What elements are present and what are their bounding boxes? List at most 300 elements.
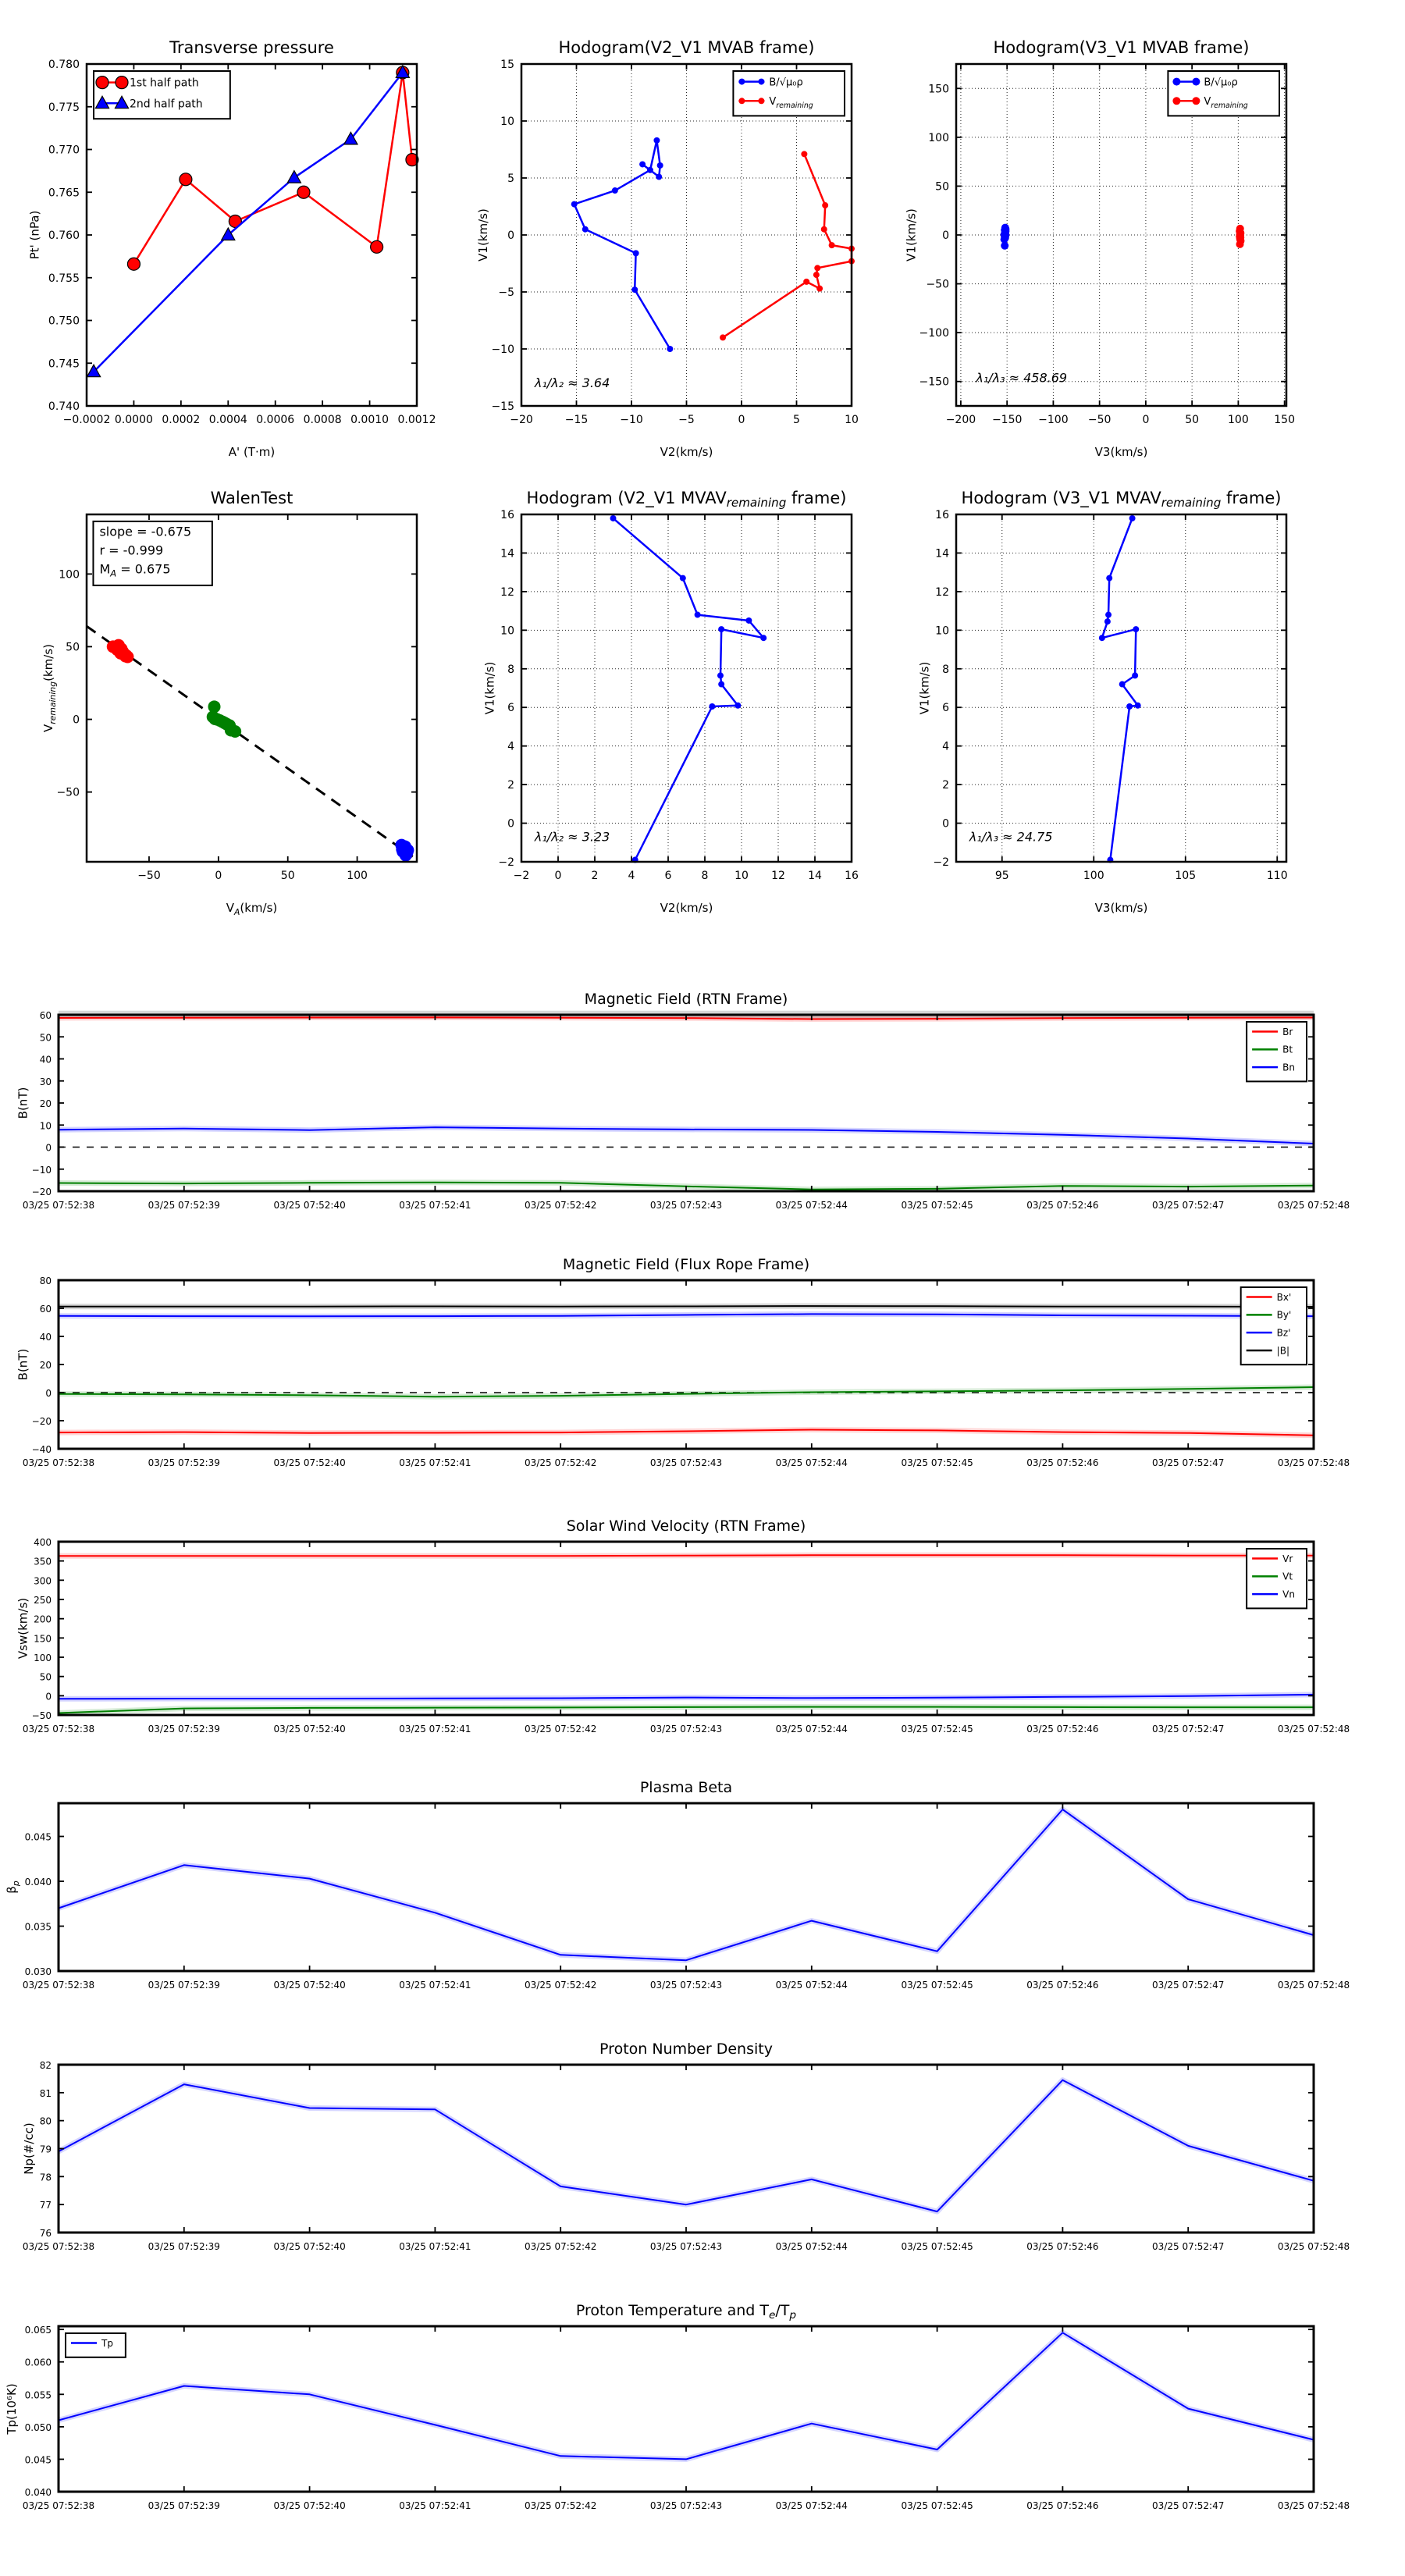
transverse-pressure-yticklabel: 0.755 [48,272,80,285]
plasma-beta-xticklabel: 03/25 07:52:44 [775,1980,848,1991]
plasma-beta-yticklabel: 0.045 [24,1831,52,1843]
hodogram-v2v1-mvab-series-v-remaining- [720,151,855,340]
hodogram-v3v1-mvab-xticklabel: −200 [945,414,976,426]
walen-test-yticklabel: −50 [56,786,80,799]
hodogram-v3v1-mvab-xticklabel: 150 [1274,414,1295,426]
proton-temperature-xticklabel: 03/25 07:52:46 [1026,2500,1099,2511]
plasma-beta-title: Plasma Beta [639,1779,733,1796]
mag-field-rtn-xticklabel: 03/25 07:52:38 [22,1200,95,1211]
mag-field-flux-rope-series-bx- [59,1430,1314,1436]
transverse-pressure-yticklabel: 0.780 [48,59,80,71]
solar-wind-velocity-legend-label: Vn [1282,1589,1295,1600]
hodogram-v2v1-mvab-xticklabel: −10 [620,414,643,426]
mag-field-flux-rope-legend-label: Bz' [1276,1327,1291,1339]
solar-wind-velocity-xticklabel: 03/25 07:52:42 [525,1724,597,1735]
solar-wind-velocity-yticklabel: 100 [34,1653,52,1663]
hodogram-v3v1-mvav-xlabel: V3(km/s) [1094,901,1148,915]
transverse-pressure-xticklabel: −0.0002 [62,414,111,426]
hodogram-v2v1-mvab-series-b- [571,137,674,352]
chart-transverse-pressure [28,38,436,459]
solar-wind-velocity-xticklabel: 03/25 07:52:45 [901,1724,973,1735]
solar-wind-velocity-yticklabel: 150 [34,1633,52,1645]
mag-field-flux-rope-title: Magnetic Field (Flux Rope Frame) [562,1256,810,1273]
hodogram-v2v1-mvav-yticklabel: −2 [498,856,514,869]
mag-field-flux-rope-xticklabel: 03/25 07:52:40 [273,1457,346,1468]
mag-field-flux-rope-xticklabel: 03/25 07:52:41 [399,1457,471,1468]
proton-number-density-xticklabel: 03/25 07:52:38 [22,2241,95,2252]
mag-field-flux-rope-xticklabel: 03/25 07:52:42 [525,1457,597,1468]
mag-field-flux-rope-ylabel: B(nT) [16,1348,30,1381]
hodogram-v3v1-mvab-yticklabel: −50 [926,278,949,291]
hodogram-v2v1-mvab-xticklabel: 0 [738,414,745,426]
solar-wind-velocity-ylabel: Vsw(km/s) [16,1597,30,1660]
chart-proton-number-density [22,2041,1350,2252]
hodogram-v2v1-mvav-yticklabel: 2 [507,779,514,792]
solar-wind-velocity-xticklabel: 03/25 07:52:43 [649,1724,723,1735]
hodogram-v3v1-mvab-series-b- [1001,224,1010,250]
transverse-pressure-legend-label: 2nd half path [130,98,203,111]
hodogram-v3v1-mvav-ticks [956,514,1286,862]
mag-field-rtn-yticklabel: 0 [45,1142,52,1154]
hodogram-v2v1-mvab-xticklabel: 10 [845,414,859,426]
transverse-pressure-xlabel: A' (T·m) [228,445,276,459]
proton-number-density-xticklabel: 03/25 07:52:39 [148,2241,220,2252]
mag-field-flux-rope-yticklabel: 40 [39,1332,52,1343]
proton-temperature-ticks [59,2326,1314,2492]
plasma-beta-xticklabel: 03/25 07:52:46 [1026,1980,1099,1991]
mag-field-flux-rope-xticklabel: 03/25 07:52:44 [775,1457,848,1468]
transverse-pressure-xticklabel: 0.0008 [303,414,342,426]
transverse-pressure-yticklabel: 0.760 [48,229,80,242]
hodogram-v3v1-mvav-title: Hodogram (V3_V1 MVAVremaining frame) [961,489,1282,510]
plasma-beta-ticks [59,1803,1314,1971]
solar-wind-velocity-yticklabel: 350 [34,1556,52,1567]
hodogram-v3v1-mvab-xticklabel: 0 [1142,414,1150,426]
proton-temperature-xticklabel: 03/25 07:52:42 [525,2500,597,2511]
solar-wind-velocity-xticklabel: 03/25 07:52:38 [22,1724,95,1735]
proton-number-density-yticklabel: 81 [39,2087,52,2099]
transverse-pressure-xticklabel: 0.0012 [397,414,436,426]
mag-field-rtn-series-bn [59,1127,1314,1144]
proton-number-density-xticklabel: 03/25 07:52:43 [649,2241,723,2252]
solar-wind-velocity-xticklabel: 03/25 07:52:41 [399,1724,471,1735]
solar-wind-velocity-xticklabel: 03/25 07:52:48 [1277,1724,1350,1735]
transverse-pressure-yticklabel: 0.770 [48,144,80,157]
chart-walen-test [41,489,417,917]
transverse-pressure-ylabel: Pt' (nPa) [27,210,42,260]
hodogram-v2v1-mvab-xticklabel: 5 [793,414,800,426]
solar-wind-velocity-xticklabel: 03/25 07:52:44 [775,1724,848,1735]
transverse-pressure-xticklabel: 0.0010 [350,414,389,426]
hodogram-v3v1-mvab-yticklabel: 50 [935,180,949,194]
hodogram-v3v1-mvav-yticklabel: 0 [942,817,949,831]
transverse-pressure-title: Transverse pressure [169,38,334,57]
hodogram-v3v1-mvab-yticklabel: −150 [919,375,949,389]
solar-wind-velocity-yticklabel: 400 [34,1537,52,1548]
proton-temperature-xticklabel: 03/25 07:52:47 [1152,2500,1225,2511]
proton-temperature-xticklabel: 03/25 07:52:48 [1277,2500,1350,2511]
transverse-pressure-xticklabel: 0.0004 [208,414,247,426]
proton-temperature-yticklabel: 0.050 [24,2421,52,2433]
mag-field-flux-rope-legend [1241,1287,1307,1364]
solar-wind-velocity-yticklabel: 50 [39,1671,52,1683]
hodogram-v3v1-mvav-yticklabel: 14 [935,547,949,560]
mag-field-flux-rope-xticklabel: 03/25 07:52:38 [22,1457,95,1468]
mag-field-rtn-xticklabel: 03/25 07:52:42 [525,1200,597,1211]
mag-field-rtn-axes-frame [59,1015,1314,1191]
proton-temperature-xticklabel: 03/25 07:52:38 [22,2500,95,2511]
transverse-pressure-xticklabel: 0.0006 [256,414,295,426]
mag-field-rtn-yticklabel: 10 [39,1120,52,1132]
hodogram-v3v1-mvav-ylabel: V1(km/s) [917,661,932,715]
mag-field-rtn-yticklabel: 50 [39,1032,52,1044]
proton-number-density-xticklabel: 03/25 07:52:44 [775,2241,848,2252]
transverse-pressure-xticklabel: 0.0000 [114,414,153,426]
hodogram-v2v1-mvab-yticklabel: 15 [500,59,514,71]
mag-field-flux-rope-series-by- [59,1387,1314,1397]
hodogram-v3v1-mvav-yticklabel: 12 [935,585,949,599]
solar-wind-velocity-series-vn [59,1695,1314,1699]
walen-test-ylabel: $V_{remaining}(km/s)$ [41,644,58,732]
hodogram-v3v1-mvav-yticklabel: 10 [935,624,949,638]
mag-field-flux-rope-xticklabel: 03/25 07:52:48 [1277,1457,1350,1468]
transverse-pressure-yticklabel: 0.745 [48,358,80,371]
hodogram-v3v1-mvab-yticklabel: −100 [919,327,949,340]
hodogram-v3v1-mvab-legend-label: $V_{remaining}$ [1204,95,1248,110]
plasma-beta-xticklabel: 03/25 07:52:42 [525,1980,597,1991]
hodogram-v2v1-mvav-xticklabel: 10 [735,870,749,882]
hodogram-v2v1-mvav-xticklabel: 2 [591,870,599,882]
hodogram-v3v1-mvab-xticklabel: −150 [991,414,1023,426]
walen-test-series-last-interval [395,839,414,862]
proton-temperature-xticklabel: 03/25 07:52:40 [273,2500,346,2511]
hodogram-v3v1-mvav-xticklabel: 105 [1175,870,1197,882]
solar-wind-velocity-yticklabel: 0 [45,1691,52,1703]
hodogram-v3v1-mvav-axes-frame [956,514,1286,862]
walen-test-yticklabel: 100 [59,568,80,582]
proton-temperature-title: Proton Temperature and $T_e/T_p$ [575,2302,797,2322]
walen-test-xticklabel: 50 [280,870,295,882]
proton-temperature-xticklabel: 03/25 07:52:45 [901,2500,973,2511]
hodogram-v2v1-mvav-xticklabel: 0 [554,870,562,882]
walen-test-yticklabel: 50 [66,641,80,654]
solar-wind-velocity-series-vr [59,1555,1314,1556]
plasma-beta-axes-frame [59,1803,1314,1971]
hodogram-v2v1-mvab-title: Hodogram(V2_V1 MVAB frame) [558,38,815,57]
walen-test-stats-line: $M_A = 0.675$ [99,561,171,579]
walen-test-stats-line: slope = -0.675 [99,524,192,539]
chart-proton-temperature [5,2302,1350,2511]
mag-field-rtn-xticklabel: 03/25 07:52:40 [273,1200,346,1211]
walen-test-xticklabel: 100 [347,870,368,882]
hodogram-v2v1-mvab-yticklabel: −15 [491,400,514,413]
proton-temperature-axes-frame [59,2326,1314,2492]
chart-plasma-beta [5,1779,1350,1991]
hodogram-v3v1-mvav-yticklabel: 8 [942,663,949,676]
hodogram-v2v1-mvab-ylabel: V1(km/s) [475,208,490,262]
hodogram-v2v1-mvab-xticklabel: −20 [510,414,533,426]
hodogram-v2v1-mvab-xticklabel: −5 [678,414,695,426]
hodogram-v2v1-mvav-grid [521,514,852,862]
chart-hodogram-v3v1-mvab [904,38,1295,459]
mag-field-rtn-ticks [59,1015,1314,1191]
proton-temperature-yticklabel: 0.060 [24,2357,52,2368]
solar-wind-velocity-yticklabel: 250 [34,1595,52,1606]
hodogram-v2v1-mvav-yticklabel: 10 [500,624,514,638]
proton-number-density-yticklabel: 78 [39,2172,52,2183]
mag-field-rtn-yticklabel: 40 [39,1054,52,1066]
hodogram-v2v1-mvav-xticklabel: 16 [845,870,859,882]
proton-temperature-yticklabel: 0.040 [24,2487,52,2498]
hodogram-v2v1-mvab-xlabel: V2(km/s) [660,445,713,459]
hodogram-v3v1-mvab-legend [1168,71,1279,116]
hodogram-v2v1-mvav-annotation: λ₁/λ₂ ≈ 3.23 [534,829,610,845]
hodogram-v3v1-mvav-grid [956,514,1286,862]
hodogram-v2v1-mvav-xticklabel: 14 [808,870,822,882]
mag-field-rtn-title: Magnetic Field (RTN Frame) [584,991,788,1008]
walen-test-xticklabel: 0 [215,870,222,882]
hodogram-v2v1-mvav-yticklabel: 12 [500,585,514,599]
hodogram-v3v1-mvav-yticklabel: 2 [942,779,949,792]
mag-field-rtn-legend [1247,1022,1307,1081]
proton-temperature-xticklabel: 03/25 07:52:43 [649,2500,723,2511]
proton-temperature-yticklabel: 0.065 [24,2325,52,2336]
hodogram-v2v1-mvav-yticklabel: 8 [507,663,514,676]
hodogram-v2v1-mvab-yticklabel: 0 [507,229,514,242]
walen-test-yticklabel: 0 [73,713,80,727]
hodogram-v3v1-mvab-xticklabel: −100 [1038,414,1069,426]
hodogram-v2v1-mvav-axes-frame [521,514,852,862]
hodogram-v2v1-mvav-yticklabel: 16 [500,509,514,521]
hodogram-v2v1-mvav-xticklabel: 12 [771,870,785,882]
proton-number-density-xticklabel: 03/25 07:52:48 [1277,2241,1350,2252]
hodogram-v2v1-mvav-series-v-path [610,515,767,863]
mag-field-flux-rope-xticklabel: 03/25 07:52:46 [1026,1457,1099,1468]
plasma-beta-xticklabel: 03/25 07:52:45 [901,1980,973,1991]
proton-number-density-ylabel: Np(#/cc) [22,2122,37,2175]
hodogram-v3v1-mvab-series-v-remaining- [1236,225,1244,248]
solar-wind-velocity-title: Solar Wind Velocity (RTN Frame) [566,1517,806,1535]
mag-field-rtn-xticklabel: 03/25 07:52:47 [1152,1200,1225,1211]
hodogram-v3v1-mvab-title: Hodogram(V3_V1 MVAB frame) [993,38,1250,57]
proton-number-density-xticklabel: 03/25 07:52:45 [901,2241,973,2252]
hodogram-v3v1-mvav-yticklabel: 4 [942,740,949,753]
hodogram-v2v1-mvav-xticklabel: 6 [664,870,672,882]
proton-number-density-xticklabel: 03/25 07:52:42 [525,2241,597,2252]
solar-wind-velocity-yticklabel: 300 [34,1575,52,1587]
plasma-beta-yticklabel: 0.040 [24,1877,52,1888]
transverse-pressure-xticklabel: 0.0002 [162,414,201,426]
plasma-beta-xticklabel: 03/25 07:52:48 [1277,1980,1350,1991]
plasma-beta-xticklabel: 03/25 07:52:47 [1152,1980,1225,1991]
hodogram-v3v1-mvav-yticklabel: 16 [935,509,949,521]
proton-number-density-title: Proton Number Density [599,2041,773,2058]
hodogram-v3v1-mvab-annotation: λ₁/λ₃ ≈ 458.69 [976,370,1068,386]
mag-field-rtn-yticklabel: −20 [31,1187,52,1197]
proton-temperature-xticklabel: 03/25 07:52:39 [148,2500,220,2511]
plasma-beta-xticklabel: 03/25 07:52:39 [148,1980,220,1991]
hodogram-v2v1-mvab-annotation: λ₁/λ₂ ≈ 3.64 [534,375,610,390]
proton-temperature-ylabel: Tp(10⁶K) [4,2383,19,2435]
solar-wind-velocity-legend [1247,1549,1307,1608]
solar-wind-velocity-legend-label: Vt [1282,1571,1293,1582]
mag-field-rtn-xticklabel: 03/25 07:52:45 [901,1200,973,1211]
solar-wind-velocity-xticklabel: 03/25 07:52:39 [148,1724,220,1735]
hodogram-v3v1-mvab-yticklabel: 0 [942,229,949,242]
chart-mag-field-rtn [16,991,1350,1211]
hodogram-v2v1-mvav-yticklabel: 6 [507,702,514,715]
mag-field-flux-rope-yticklabel: −20 [31,1416,52,1427]
hodogram-v3v1-mvab-xticklabel: 100 [1228,414,1249,426]
walen-test-xlabel: $V_A(km/s)$ [226,901,278,917]
mag-field-rtn-yticklabel: 20 [39,1098,52,1109]
chart-solar-wind-velocity [16,1517,1350,1735]
proton-number-density-yticklabel: 76 [39,2228,52,2239]
proton-number-density-xticklabel: 03/25 07:52:47 [1152,2241,1225,2252]
chart-hodogram-v2v1-mvav [483,489,859,915]
transverse-pressure-yticklabel: 0.750 [48,315,80,328]
hodogram-v2v1-mvav-yticklabel: 14 [500,547,514,560]
mag-field-rtn-yticklabel: −10 [31,1164,52,1176]
hodogram-v3v1-mvav-xticklabel: 110 [1266,870,1288,882]
mag-field-flux-rope-series-bz- [59,1314,1314,1316]
hodogram-v2v1-mvav-title: Hodogram (V2_V1 MVAVremaining frame) [526,489,847,510]
hodogram-v2v1-mvav-xlabel: V2(km/s) [660,901,713,915]
mag-field-rtn-xticklabel: 03/25 07:52:48 [1277,1200,1350,1211]
plasma-beta-xticklabel: 03/25 07:52:40 [273,1980,346,1991]
hodogram-v2v1-mvav-ticks [521,514,852,862]
proton-number-density-yticklabel: 80 [39,2115,52,2127]
mag-field-rtn-xticklabel: 03/25 07:52:44 [775,1200,848,1211]
proton-number-density-yticklabel: 77 [39,2200,52,2211]
proton-number-density-axes-frame [59,2065,1314,2233]
mag-field-rtn-yticklabel: 30 [39,1076,52,1087]
hodogram-v3v1-mvav-series-v-path [1099,515,1141,863]
chart-hodogram-v2v1-mvab [476,38,859,459]
chart-mag-field-flux-rope [16,1256,1350,1468]
hodogram-v2v1-mvav-yticklabel: 4 [507,740,514,753]
plasma-beta-xticklabel: 03/25 07:52:41 [399,1980,471,1991]
hodogram-v3v1-mvab-yticklabel: 100 [928,131,949,144]
solar-wind-velocity-xticklabel: 03/25 07:52:46 [1026,1724,1099,1735]
mag-field-rtn-legend-label: Bt [1282,1044,1293,1055]
solar-wind-velocity-yticklabel: −50 [31,1710,52,1721]
hodogram-v3v1-mvav-yticklabel: −2 [933,856,949,869]
mag-field-rtn-xticklabel: 03/25 07:52:39 [148,1200,220,1211]
proton-temperature-legend [66,2333,126,2357]
hodogram-v2v1-mvav-xticklabel: 4 [628,870,635,882]
mag-field-flux-rope-xticklabel: 03/25 07:52:45 [901,1457,973,1468]
hodogram-v3v1-mvav-xticklabel: 100 [1083,870,1104,882]
mag-field-rtn-xticklabel: 03/25 07:52:46 [1026,1200,1099,1211]
hodogram-v2v1-mvab-legend-label: B/√μ₀ρ [769,76,803,89]
walen-test-title: WalenTest [210,489,293,507]
walen-test-series-first-interval [107,639,134,664]
proton-temperature-yticklabel: 0.055 [24,2389,52,2401]
hodogram-v3v1-mvab-ylabel: V1(km/s) [904,208,919,262]
hodogram-v3v1-mvab-yticklabel: 150 [928,83,949,96]
proton-temperature-series-tp [59,2332,1314,2459]
plasma-beta-xticklabel: 03/25 07:52:38 [22,1980,95,1991]
transverse-pressure-legend [94,71,230,119]
proton-temperature-xticklabel: 03/25 07:52:41 [399,2500,471,2511]
proton-number-density-yticklabel: 79 [39,2144,52,2155]
mag-field-flux-rope-legend-label: Bx' [1276,1291,1292,1303]
proton-number-density-series-np [59,2080,1314,2211]
proton-number-density-xticklabel: 03/25 07:52:46 [1026,2241,1099,2252]
mag-field-flux-rope-yticklabel: −40 [31,1444,52,1455]
mag-field-rtn-xticklabel: 03/25 07:52:43 [649,1200,723,1211]
hodogram-v2v1-mvav-yticklabel: 0 [507,817,514,831]
mag-field-rtn-xticklabel: 03/25 07:52:41 [399,1200,471,1211]
proton-temperature-legend-label: Tp [101,2337,113,2349]
walen-test-stats-line: r = -0.999 [99,543,164,558]
solar-wind-velocity-ticks [59,1542,1314,1715]
hodogram-v3v1-mvab-xticklabel: −50 [1087,414,1112,426]
proton-number-density-ticks [59,2065,1314,2233]
mag-field-flux-rope-xticklabel: 03/25 07:52:39 [148,1457,220,1468]
plasma-beta-ylabel: $\beta_p$ [4,1880,21,1894]
proton-number-density-yticklabel: 82 [39,2060,52,2071]
mag-field-rtn-ylabel: B(nT) [16,1087,30,1119]
hodogram-v2v1-mvab-xticklabel: −15 [564,414,589,426]
transverse-pressure-yticklabel: 0.775 [48,101,80,114]
mag-field-flux-rope-series--b- [59,1306,1314,1307]
mag-field-flux-rope-yticklabel: 0 [45,1388,52,1399]
hodogram-v3v1-mvab-legend-label: B/√μ₀ρ [1204,76,1238,89]
proton-temperature-yticklabel: 0.045 [24,2454,52,2466]
proton-temperature-xticklabel: 03/25 07:52:44 [775,2500,848,2511]
mag-field-flux-rope-yticklabel: 20 [39,1360,52,1371]
chart-hodogram-v3v1-mvav [918,489,1288,915]
transverse-pressure-yticklabel: 0.765 [48,187,80,200]
hodogram-v2v1-mvav-xticklabel: 8 [701,870,709,882]
plasma-beta-yticklabel: 0.030 [24,1966,52,1977]
hodogram-v2v1-mvab-yticklabel: −10 [491,343,514,356]
plasma-beta-yticklabel: 0.035 [24,1921,52,1933]
plasma-beta-series-beta-p [59,1809,1314,1960]
hodogram-v2v1-mvav-xticklabel: −2 [513,870,530,882]
mag-field-flux-rope-xticklabel: 03/25 07:52:47 [1152,1457,1225,1468]
mag-field-flux-rope-xticklabel: 03/25 07:52:43 [649,1457,723,1468]
solar-wind-velocity-xticklabel: 03/25 07:52:47 [1152,1724,1225,1735]
solar-wind-velocity-legend-label: Vr [1282,1553,1293,1564]
proton-number-density-xticklabel: 03/25 07:52:41 [399,2241,471,2252]
transverse-pressure-yticklabel: 0.740 [48,400,80,413]
transverse-pressure-legend-label: 1st half path [130,76,199,90]
hodogram-v2v1-mvav-ylabel: V1(km/s) [482,661,497,715]
solar-wind-velocity-axes-frame [59,1542,1314,1715]
hodogram-v2v1-mvab-legend [733,71,845,116]
hodogram-v2v1-mvab-yticklabel: 10 [500,116,514,128]
mag-field-flux-rope-yticklabel: 60 [39,1304,52,1315]
hodogram-v3v1-mvav-xticklabel: 95 [994,870,1009,882]
walen-test-series-middle-interval [207,700,241,738]
hodogram-v3v1-mvab-xlabel: V3(km/s) [1094,445,1148,459]
mag-field-flux-rope-legend-label: By' [1276,1309,1292,1321]
walen-test-xticklabel: −50 [137,870,161,882]
walen-test-series-fit-line [87,626,413,856]
mag-field-rtn-yticklabel: 60 [39,1010,52,1021]
hodogram-v3v1-mvav-annotation: λ₁/λ₃ ≈ 24.75 [969,829,1053,845]
solar-wind-velocity-yticklabel: 200 [34,1614,52,1625]
hodogram-v2v1-mvab-yticklabel: 5 [507,173,514,185]
hodogram-v3v1-mvab-xticklabel: 50 [1185,414,1200,426]
hodogram-v3v1-mvav-yticklabel: 6 [942,702,949,715]
hodogram-v2v1-mvab-yticklabel: −5 [498,286,514,299]
solar-wind-velocity-xticklabel: 03/25 07:52:40 [273,1724,346,1735]
mag-field-rtn-legend-label: Bn [1282,1062,1295,1073]
